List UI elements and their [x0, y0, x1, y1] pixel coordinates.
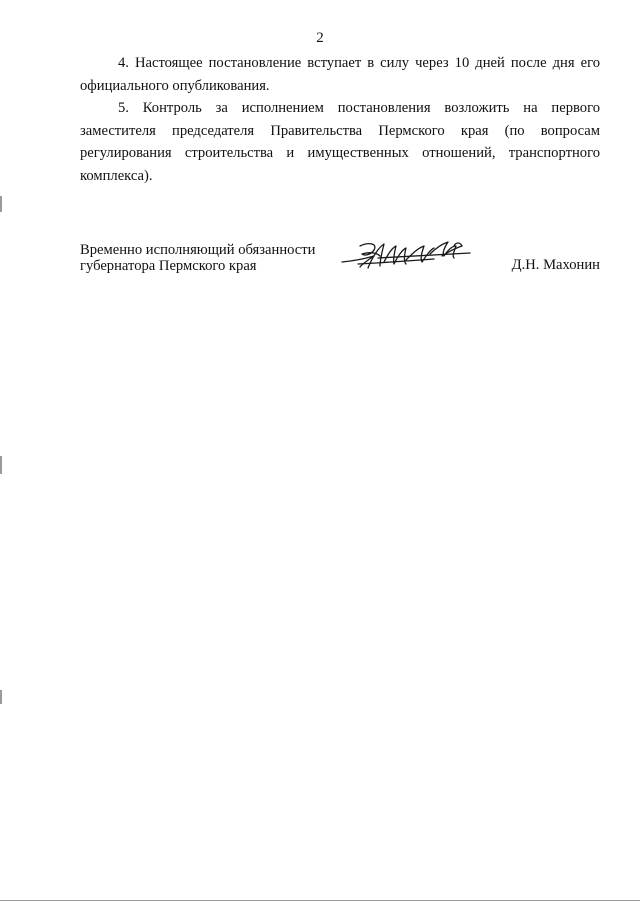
document-body	[80, 52, 600, 187]
scan-edge-mark	[0, 456, 2, 474]
handwritten-signature	[338, 234, 478, 274]
signature-block	[80, 240, 600, 290]
page-number: 2	[316, 30, 324, 46]
signatory-position-line-2: губернатора Пермского края	[80, 258, 257, 274]
signatory-name: Д.Н. Махонин	[511, 257, 600, 273]
signatory-position	[80, 242, 315, 274]
scan-edge-mark	[0, 196, 2, 212]
signatory-position-line-1: Временно исполняющий обязанности	[80, 242, 316, 258]
paragraph-5: 5. Контроль за исполнением постановления возложить на первого заместителя председателя Правительства Пермского края (по вопросам регулирования строительства и имущественных отношений, транспортного комплекса).	[80, 100, 600, 184]
scan-edge-mark	[0, 900, 640, 901]
scan-edge-mark	[0, 690, 2, 704]
paragraph-4: 4. Настоящее постановление вступает в силу через 10 дней после дня его официального опубликования.	[80, 55, 600, 94]
